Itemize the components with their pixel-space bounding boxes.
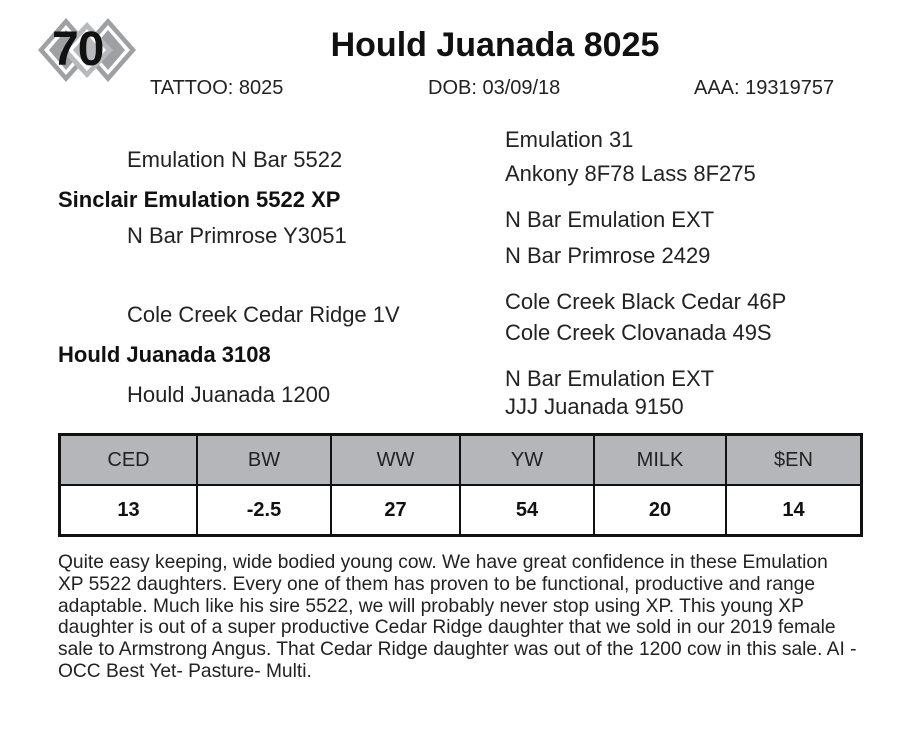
epd-value-bw: -2.5	[197, 485, 331, 536]
sire-dam-dam: N Bar Primrose 2429	[505, 243, 711, 268]
epd-value-yw: 54	[460, 485, 594, 536]
dam-sire: Cole Creek Cedar Ridge 1V	[127, 302, 400, 327]
animal-name-title: Hould Juanada 8025	[330, 26, 660, 64]
sire-sire: Emulation N Bar 5522	[127, 147, 343, 172]
sire-sire-dam: Ankony 8F78 Lass 8F275	[505, 161, 756, 186]
lot-number: 70	[52, 23, 104, 76]
dam-sire-dam: Cole Creek Clovanada 49S	[505, 320, 772, 345]
epd-value-ww: 27	[331, 485, 460, 536]
epd-header-en: $EN	[726, 435, 862, 486]
epd-value-milk: 20	[594, 485, 726, 536]
sire: Sinclair Emulation 5522 XP	[58, 187, 341, 212]
epd-header-row	[60, 435, 862, 486]
sire-dam: N Bar Primrose Y3051	[127, 223, 347, 248]
dam-dam-sire: N Bar Emulation EXT	[505, 366, 715, 391]
epd-header-bw: BW	[197, 435, 331, 486]
epd-header-ww: WW	[331, 435, 460, 486]
epd-header-ced: CED	[60, 435, 198, 486]
epd-value-en: 14	[726, 485, 862, 536]
dam: Hould Juanada 3108	[58, 342, 271, 367]
registration-number-label: AAA: 19319757	[694, 77, 835, 99]
lot-description: Quite easy keeping, wide bodied young cow. We have great confidence in these Emulation XP 5522 daughters. Every one of them has proven to be functional, productive and range adaptable. Much like his sire 5522, we will probably never stop using XP. This young XP daughter is out of a super productive Cedar Ridge daughter that we sold in our 2019 female sale to Armstrong Angus. That Cedar Ridge daughter was out of the 1200 cow in this sale. AI - OCC Best Yet- Pasture- Multi.	[58, 552, 857, 682]
epd-header-yw: YW	[460, 435, 594, 486]
sire-dam-sire: N Bar Emulation EXT	[505, 207, 715, 232]
epd-value-ced: 13	[60, 485, 198, 536]
dam-dam-dam: JJJ Juanada 9150	[505, 394, 684, 419]
epd-header-milk: MILK	[594, 435, 726, 486]
tattoo-label: TATTOO: 8025	[150, 77, 284, 99]
dam-dam: Hould Juanada 1200	[127, 382, 331, 407]
epd-value-row	[60, 485, 862, 536]
sire-sire-sire: Emulation 31	[505, 127, 634, 152]
dam-sire-sire: Cole Creek Black Cedar 46P	[505, 289, 787, 314]
dob-label: DOB: 03/09/18	[428, 77, 561, 99]
epd-table	[58, 433, 863, 537]
